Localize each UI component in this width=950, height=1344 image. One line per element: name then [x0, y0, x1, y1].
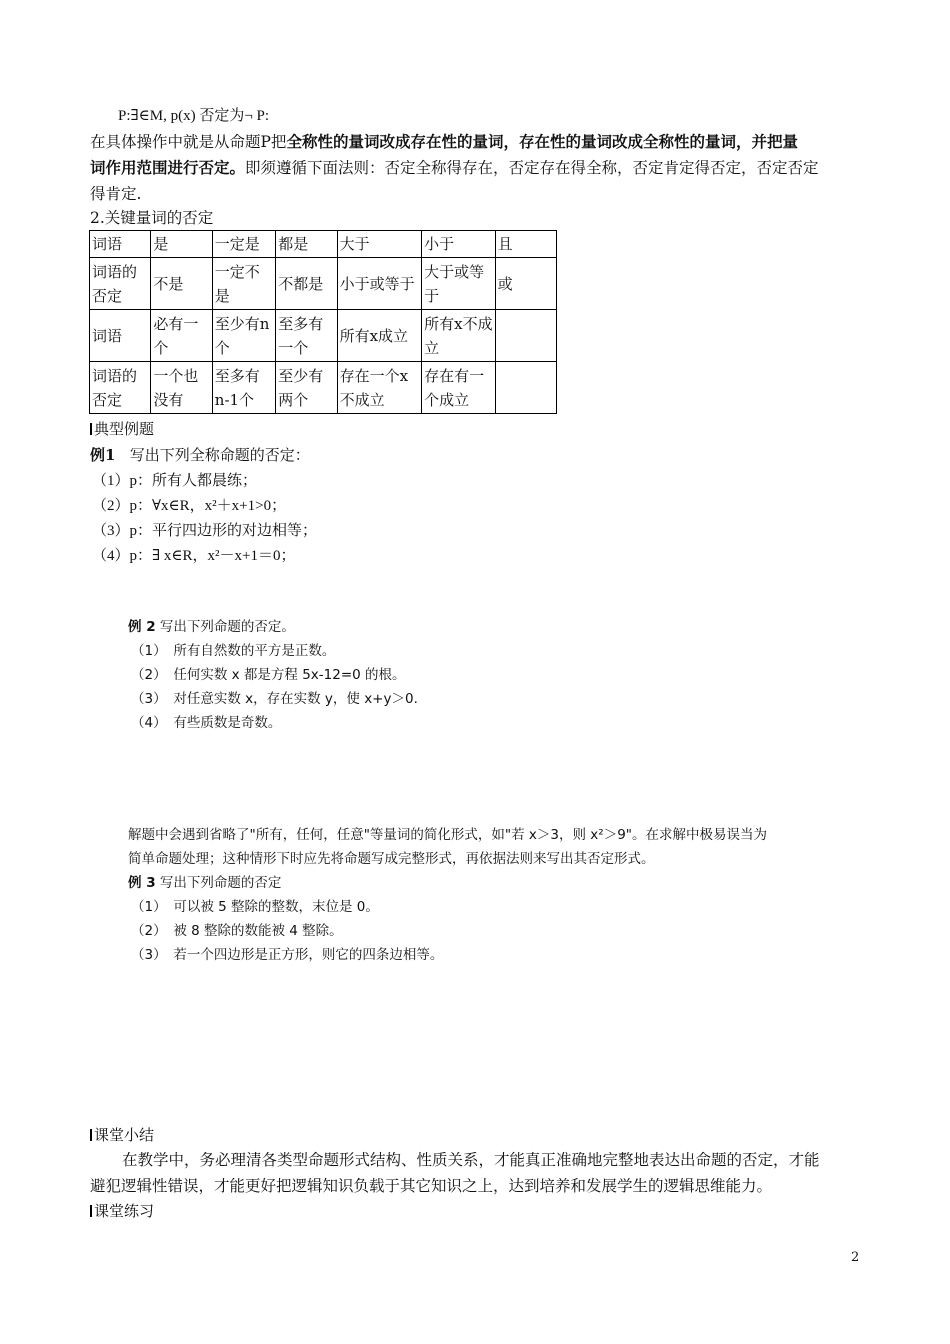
table-cell: 一定是 — [212, 231, 275, 258]
summary-line-1: 在教学中，务必理清各类型命题形式结构、性质关系，才能真正准确地完整地表达出命题的否定，才能 — [122, 1151, 820, 1169]
example-1-title — [90, 444, 310, 465]
intro-line-1-plain: 在具体操作中就是从命题P把 — [90, 133, 287, 151]
heading-marker-icon — [90, 1129, 92, 1141]
table-row — [90, 362, 557, 414]
heading-marker-icon — [90, 1205, 92, 1217]
intro-line-3: 得肯定. — [90, 185, 142, 203]
table-cell: 大于或等于 — [422, 258, 495, 310]
examples-heading — [90, 418, 154, 439]
negation-formula: P:∃∈M, p(x) 否定为¬ P: — [118, 108, 270, 124]
table-row — [90, 231, 557, 258]
summary-heading — [90, 1124, 154, 1145]
table-cell: 小于或等于 — [337, 258, 422, 310]
example-3-item: （2） 被 8 整除的数能被 4 整除。 — [131, 923, 343, 939]
table-cell: 至多有一个 — [276, 310, 337, 362]
intro-line-1 — [90, 128, 798, 156]
table-cell: 至少有n个 — [212, 310, 275, 362]
section-2-title: 2.关键量词的否定 — [90, 209, 214, 227]
page-number: 2 — [851, 1250, 860, 1265]
table-cell — [495, 362, 556, 414]
example-2-text: 写出下列命题的否定。 — [159, 619, 295, 635]
examples-heading-text: 典型例题 — [94, 420, 155, 438]
table-cell: 不是 — [151, 258, 212, 310]
intro-line-2-bold: 词作用范围进行否定。 — [90, 158, 246, 177]
table-row — [90, 258, 557, 310]
table-cell: 至多有n-1个 — [212, 362, 275, 414]
table-cell: 词语的否定 — [90, 258, 151, 310]
example-1-item: （4）p：∃ x∈R，x²－x+1＝0； — [92, 548, 296, 564]
table-cell: 所有x成立 — [337, 310, 422, 362]
table-cell: 小于 — [422, 231, 495, 258]
example-1-item: （2）p：∀x∈R，x²＋x+1>0； — [92, 498, 287, 514]
table-cell: 且 — [495, 231, 556, 258]
table-cell: 都是 — [276, 231, 337, 258]
table-cell: 或 — [495, 258, 556, 310]
table-cell: 是 — [151, 231, 212, 258]
table-cell: 词语 — [90, 310, 151, 362]
example-3-title — [128, 871, 281, 891]
example-3-text: 写出下列命题的否定 — [159, 875, 282, 891]
quantifier-negation-table — [89, 230, 557, 414]
table-row — [90, 310, 557, 362]
example-2-label: 例 2 — [128, 619, 156, 635]
practice-heading-text: 课堂练习 — [94, 1202, 155, 1220]
example-3-label: 例 3 — [128, 875, 156, 891]
example-1-item: （1）p：所有人都晨练； — [92, 473, 258, 489]
table-cell — [495, 310, 556, 362]
note-line-1: 解题中会遇到省略了"所有，任何，任意"等量词的简化形式，如"若 x＞3，则 x²＞9"。在求解中极易误当为 — [128, 827, 767, 843]
intro-line-2 — [90, 154, 819, 182]
intro-line-1-bold: 全称性的量词改成存在性的量词，存在性的量词改成全称性的量词，并把量 — [286, 132, 798, 151]
example-2-item: （3） 对任意实数 x，存在实数 y，使 x+y＞0. — [131, 691, 418, 707]
table-cell: 至少有两个 — [276, 362, 337, 414]
table-cell: 一定不是 — [212, 258, 275, 310]
example-2-item: （1） 所有自然数的平方是正数。 — [131, 643, 336, 659]
practice-heading — [90, 1200, 154, 1221]
example-2-title — [128, 615, 295, 635]
example-3-item: （3） 若一个四边形是正方形，则它的四条边相等。 — [131, 947, 444, 963]
heading-marker-icon — [90, 423, 92, 435]
table-cell: 必有一个 — [151, 310, 212, 362]
intro-line-2-plain: 即须遵循下面法则：否定全称得存在，否定存在得全称，否定肯定得否定，否定否定 — [245, 159, 819, 177]
example-1-item: （3）p：平行四边形的对边相等； — [92, 523, 318, 539]
example-1-label: 例1 — [90, 446, 116, 464]
table-cell: 一个也没有 — [151, 362, 212, 414]
table-cell: 所有x不成立 — [422, 310, 495, 362]
summary-line-2: 避犯逻辑性错误，才能更好把逻辑知识负载于其它知识之上，达到培养和发展学生的逻辑思维能力。 — [90, 1177, 773, 1195]
example-2-item: （2） 任何实数 x 都是方程 5x-12=0 的根。 — [131, 667, 406, 683]
note-line-2: 简单命题处理；这种情形下时应先将命题写成完整形式，再依据法则来写出其否定形式。 — [128, 851, 655, 867]
table-cell: 不都是 — [276, 258, 337, 310]
table-cell: 词语的否定 — [90, 362, 151, 414]
example-2-item: （4） 有些质数是奇数。 — [131, 715, 282, 731]
table-cell: 词语 — [90, 231, 151, 258]
summary-heading-text: 课堂小结 — [94, 1126, 155, 1144]
table-cell: 存在有一个成立 — [422, 362, 495, 414]
table-cell: 大于 — [337, 231, 422, 258]
table-cell: 存在一个x不成立 — [337, 362, 422, 414]
example-1-text: 写出下列全称命题的否定： — [129, 446, 310, 464]
example-3-item: （1） 可以被 5 整除的整数，末位是 0。 — [131, 899, 379, 915]
